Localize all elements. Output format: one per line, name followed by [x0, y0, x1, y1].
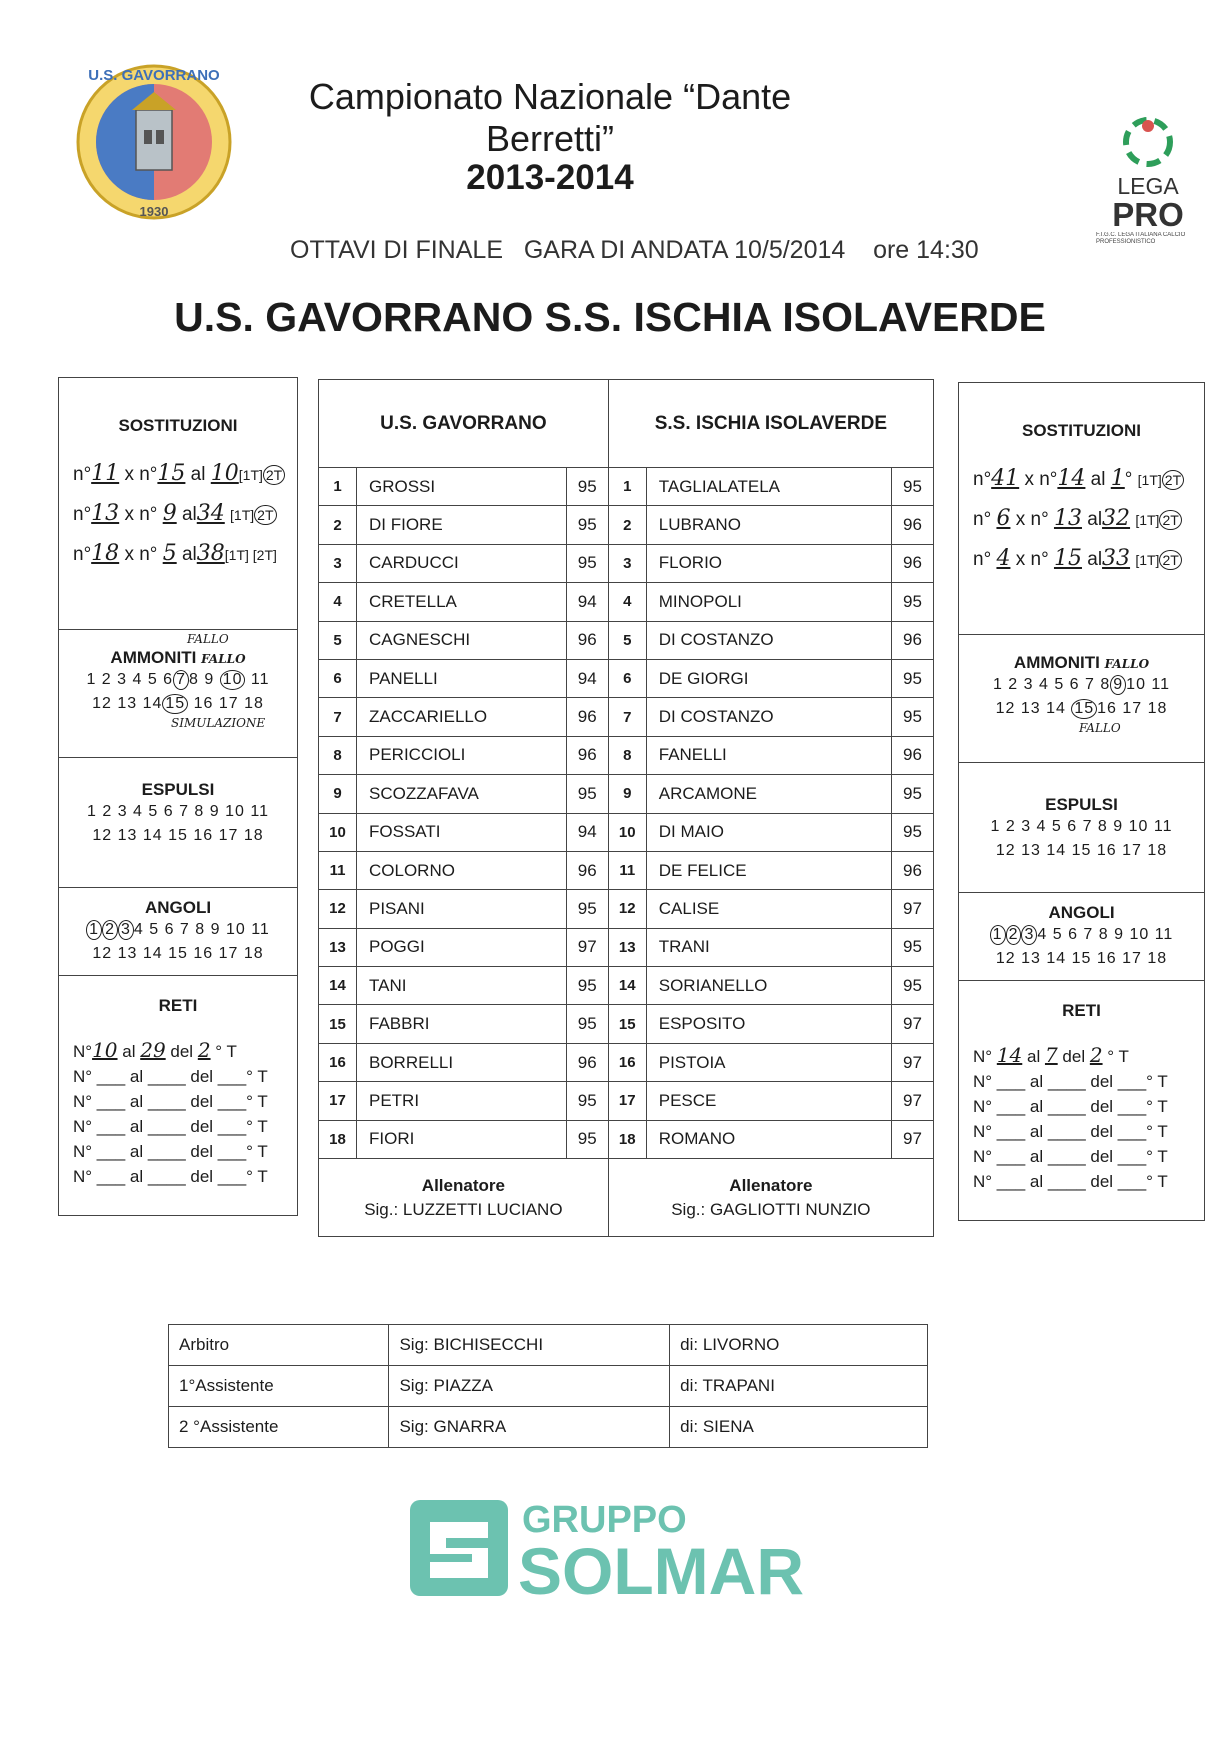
left-angoli [59, 888, 297, 976]
home-player-name: ZACCARIELLO [357, 698, 567, 736]
roster-row [319, 698, 934, 736]
home-player-year: 97 [566, 928, 608, 966]
home-player-number: 12 [319, 890, 357, 928]
pro-text: PRO [1112, 196, 1184, 233]
roster-row [319, 928, 934, 966]
sub-in: 9 [162, 501, 177, 526]
home-player-name: COLORNO [357, 851, 567, 889]
away-player-year: 97 [892, 1120, 934, 1158]
away-player-name: ESPOSITO [646, 1005, 891, 1043]
reti-line: N° ___ al ____ del ___° T [73, 1117, 268, 1136]
left-sub-row: n°18 x n° 5 al38[1T] [2T] [73, 541, 277, 566]
home-player-name: FIORI [357, 1120, 567, 1158]
away-player-year: 96 [892, 544, 934, 582]
home-player-year: 96 [566, 851, 608, 889]
right-reti-title: RETI [1062, 1001, 1101, 1020]
left-espulsi [59, 758, 297, 888]
home-player-number: 18 [319, 1120, 357, 1158]
lega-pro-logo [1096, 112, 1200, 262]
ammoniti-numbers: 1 2 3 4 5 6 7 8 9 10 11 [992, 676, 1171, 693]
official-row [169, 1325, 928, 1366]
away-player-number: 9 [608, 775, 646, 813]
home-player-year: 94 [566, 659, 608, 697]
away-player-year: 95 [892, 775, 934, 813]
official-row [169, 1407, 928, 1448]
reti-line: N° ___ al ____ del ___° T [73, 1092, 268, 1111]
away-player-number: 14 [608, 967, 646, 1005]
left-sub-row: n°13 x n° 9 al34 [1T] 2T [73, 494, 297, 534]
official-city: di: TRAPANI [670, 1366, 928, 1407]
sub-out: 4 [996, 546, 1011, 571]
sub-min: 38 [196, 541, 225, 566]
sub-half: 2T [1162, 470, 1184, 490]
ammoniti-note: FALLO [187, 632, 229, 646]
right-sub-row: n° 4 x n° 15 al33 [1T] 2T [973, 539, 1204, 579]
away-player-year: 97 [892, 1043, 934, 1081]
roster-row [319, 775, 934, 813]
home-player-name: FABBRI [357, 1005, 567, 1043]
ammoniti-numbers: 1 2 3 4 5 6 7 8 9 10 11 [86, 671, 270, 688]
away-player-year: 95 [892, 583, 934, 621]
away-player-year: 95 [892, 468, 934, 506]
away-player-number: 6 [608, 659, 646, 697]
reti-line: N° ___ al ____ del ___° T [73, 1142, 268, 1161]
sub-half: 2T [254, 505, 276, 525]
reti-min: 29 [140, 1038, 166, 1062]
official-city: di: SIENA [670, 1407, 928, 1448]
roster-row [319, 813, 934, 851]
home-player-name: FOSSATI [357, 813, 567, 851]
espulsi-numbers: 1 2 3 4 5 6 7 8 9 10 11 [990, 818, 1173, 835]
home-player-year: 96 [566, 621, 608, 659]
club-crest-text: U.S. GAVORRANO [88, 67, 220, 84]
sub-in: 14 [1057, 466, 1086, 491]
away-player-number: 18 [608, 1120, 646, 1158]
home-player-number: 17 [319, 1082, 357, 1120]
home-player-number: 4 [319, 583, 357, 621]
reti-n: 10 [92, 1038, 118, 1062]
right-sub-list [959, 459, 1204, 579]
away-player-number: 15 [608, 1005, 646, 1043]
official-role: 2 °Assistente [169, 1407, 389, 1448]
roster-row [319, 1120, 934, 1158]
ammoniti-label: AMMONITI [110, 648, 197, 667]
home-player-name: CRETELLA [357, 583, 567, 621]
away-player-name: PISTOIA [646, 1043, 891, 1081]
official-name: Sig: GNARRA [389, 1407, 670, 1448]
home-team-header: U.S. GAVORRANO [319, 380, 609, 468]
official-name: Sig: BICHISECCHI [389, 1325, 670, 1366]
home-player-number: 10 [319, 813, 357, 851]
away-player-name: DE GIORGI [646, 659, 891, 697]
sub-half: 2T [1159, 510, 1181, 530]
left-sostituzioni-title: SOSTITUZIONI [118, 416, 238, 435]
roster-row [319, 621, 934, 659]
away-player-year: 97 [892, 1082, 934, 1120]
roster-row [319, 736, 934, 774]
home-player-number: 16 [319, 1043, 357, 1081]
angoli-numbers: 12 13 14 15 16 17 18 [995, 950, 1168, 967]
home-player-name: CARDUCCI [357, 544, 567, 582]
reti-line: N° 14 al 7 del 2 ° T [973, 1043, 1129, 1067]
away-player-name: DI MAIO [646, 813, 891, 851]
ammoniti-label: AMMONITI [1013, 653, 1100, 672]
right-sostituzioni-title: SOSTITUZIONI [1022, 421, 1141, 440]
away-player-name: ROMANO [646, 1120, 891, 1158]
sub-in: 15 [157, 461, 186, 486]
official-name: Sig: PIAZZA [389, 1366, 670, 1407]
home-player-name: CAGNESCHI [357, 621, 567, 659]
home-coach-name: Sig.: LUZZETTI LUCIANO [364, 1199, 563, 1219]
home-player-number: 15 [319, 1005, 357, 1043]
ammoniti-note: FALLO [201, 652, 246, 666]
sub-out: 6 [996, 506, 1011, 531]
away-player-name: FANELLI [646, 736, 891, 774]
sub-half: 2T [263, 465, 285, 485]
officials-table [168, 1324, 928, 1448]
home-player-name: BORRELLI [357, 1043, 567, 1081]
espulsi-numbers: 1 2 3 4 5 6 7 8 9 10 11 [87, 803, 269, 820]
home-player-name: POGGI [357, 928, 567, 966]
away-team-header: S.S. ISCHIA ISOLAVERDE [608, 380, 933, 468]
home-player-name: GROSSI [357, 468, 567, 506]
home-player-number: 13 [319, 928, 357, 966]
home-player-number: 3 [319, 544, 357, 582]
away-player-number: 17 [608, 1082, 646, 1120]
away-player-name: DE FELICE [646, 851, 891, 889]
roster-row [319, 506, 934, 544]
left-reti-title: RETI [158, 996, 198, 1015]
reti-n: 14 [996, 1043, 1023, 1067]
away-player-year: 96 [892, 621, 934, 659]
home-player-year: 96 [566, 1043, 608, 1081]
away-player-name: TAGLIALATELA [646, 468, 891, 506]
lega-small-text: F.I.G.C. LEGA ITALIANA CALCIO PROFESSIONISTICO [1096, 232, 1186, 245]
left-sub-list [59, 454, 297, 574]
away-player-name: MINOPOLI [646, 583, 891, 621]
match-title: U.S. GAVORRANO S.S. ISCHIA ISOLAVERDE [174, 294, 1046, 340]
away-player-name: PESCE [646, 1082, 891, 1120]
away-coach [608, 1159, 933, 1237]
right-angoli-title: ANGOLI [1048, 903, 1115, 922]
away-player-name: CALISE [646, 890, 891, 928]
right-sostituzioni [959, 383, 1204, 635]
away-player-name: TRANI [646, 928, 891, 966]
away-player-name: LUBRANO [646, 506, 891, 544]
home-player-number: 6 [319, 659, 357, 697]
away-player-year: 96 [892, 736, 934, 774]
home-player-year: 95 [566, 468, 608, 506]
sub-in: 5 [162, 541, 177, 566]
left-angoli-title: ANGOLI [144, 898, 212, 917]
sponsor-line1: GRUPPO [522, 1499, 687, 1541]
sub-min: 33 [1102, 546, 1131, 571]
away-player-number: 5 [608, 621, 646, 659]
official-role: 1°Assistente [169, 1366, 389, 1407]
away-player-number: 11 [608, 851, 646, 889]
reti-half: 2 [1089, 1043, 1103, 1067]
roster-row [319, 890, 934, 928]
sub-half: 2T [1159, 550, 1181, 570]
roster-row [319, 851, 934, 889]
home-coach [319, 1159, 609, 1237]
home-player-number: 5 [319, 621, 357, 659]
reti-line: N° ___ al ____ del ___° T [973, 1172, 1168, 1191]
right-ammoniti [959, 635, 1204, 763]
left-sub-row: n°11 x n°15 al 10[1T] 2T [73, 454, 297, 494]
home-player-name: PANELLI [357, 659, 567, 697]
away-player-number: 12 [608, 890, 646, 928]
roster-row [319, 1005, 934, 1043]
left-reti [59, 976, 297, 1217]
away-player-year: 95 [892, 659, 934, 697]
right-reti [959, 981, 1204, 1222]
away-player-number: 1 [608, 468, 646, 506]
roster-row [319, 659, 934, 697]
club-crest-year: 1930 [139, 204, 169, 219]
season-title: 2013-2014 [466, 158, 634, 197]
gruppo-solmar-logo [410, 1492, 890, 1602]
reti-line: N° ___ al ____ del ___° T [973, 1072, 1168, 1091]
sub-min: 34 [196, 501, 225, 526]
home-player-year: 95 [566, 775, 608, 813]
away-player-name: DI COSTANZO [646, 698, 891, 736]
left-espulsi-title: ESPULSI [141, 780, 215, 799]
right-sub-row: n° 6 x n° 13 al32 [1T] 2T [973, 499, 1204, 539]
roster-row [319, 544, 934, 582]
away-player-name: SORIANELLO [646, 967, 891, 1005]
match-info: OTTAVI DI FINALE GARA DI ANDATA 10/5/2014 ore 14:30 [290, 236, 979, 264]
sub-out: 13 [91, 501, 120, 526]
home-player-year: 95 [566, 967, 608, 1005]
home-player-year: 95 [566, 506, 608, 544]
away-player-number: 10 [608, 813, 646, 851]
home-player-year: 94 [566, 813, 608, 851]
club-crest-logo [74, 60, 234, 225]
home-player-year: 95 [566, 1120, 608, 1158]
away-player-year: 97 [892, 890, 934, 928]
away-player-name: ARCAMONE [646, 775, 891, 813]
coach-label: Allenatore [421, 1175, 505, 1195]
reti-half: 2 [197, 1038, 211, 1062]
home-player-year: 95 [566, 544, 608, 582]
away-player-number: 13 [608, 928, 646, 966]
home-player-number: 11 [319, 851, 357, 889]
angoli-numbers: 12 13 14 15 16 17 18 [92, 945, 264, 962]
lega-text: LEGA [1117, 173, 1179, 199]
home-player-year: 95 [566, 1005, 608, 1043]
sponsor-line2: SOLMAR [518, 1534, 804, 1602]
angoli-numbers: 1 2 3 4 5 6 7 8 9 10 11 [59, 918, 297, 942]
away-player-name: FLORIO [646, 544, 891, 582]
away-player-number: 7 [608, 698, 646, 736]
home-player-number: 9 [319, 775, 357, 813]
home-player-year: 95 [566, 1082, 608, 1120]
home-player-name: PISANI [357, 890, 567, 928]
right-angoli [959, 893, 1204, 981]
official-city: di: LIVORNO [670, 1325, 928, 1366]
sub-in: 13 [1053, 506, 1082, 531]
right-espulsi [959, 763, 1204, 893]
left-sostituzioni [59, 378, 297, 630]
home-player-year: 94 [566, 583, 608, 621]
roster-row [319, 1082, 934, 1120]
home-player-name: SCOZZAFAVA [357, 775, 567, 813]
away-player-year: 95 [892, 928, 934, 966]
left-ammoniti-title [59, 648, 297, 668]
home-player-year: 95 [566, 890, 608, 928]
home-player-number: 8 [319, 736, 357, 774]
reti-min: 7 [1044, 1043, 1058, 1067]
official-row [169, 1366, 928, 1407]
roster-row [319, 967, 934, 1005]
sub-out: 41 [991, 466, 1020, 491]
away-player-year: 96 [892, 851, 934, 889]
home-player-name: DI FIORE [357, 506, 567, 544]
away-player-year: 95 [892, 967, 934, 1005]
left-panel [58, 377, 298, 1216]
reti-line: N° ___ al ____ del ___° T [73, 1167, 268, 1186]
roster-row [319, 583, 934, 621]
home-player-number: 1 [319, 468, 357, 506]
home-player-name: PETRI [357, 1082, 567, 1120]
ammoniti-note: FALLO [1104, 657, 1150, 671]
reti-line: N° ___ al ____ del ___° T [973, 1097, 1168, 1116]
ammoniti-note: SIMULAZIONE [171, 716, 266, 730]
roster-table [318, 379, 934, 1237]
sub-min: 32 [1102, 506, 1131, 531]
away-player-number: 2 [608, 506, 646, 544]
sub-in: 15 [1053, 546, 1082, 571]
home-player-year: 96 [566, 698, 608, 736]
away-player-number: 4 [608, 583, 646, 621]
home-player-number: 2 [319, 506, 357, 544]
away-coach-name: Sig.: GAGLIOTTI NUNZIO [671, 1199, 871, 1219]
away-player-year: 95 [892, 698, 934, 736]
coach-label: Allenatore [729, 1175, 813, 1195]
sub-out: 11 [91, 461, 120, 486]
espulsi-numbers: 12 13 14 15 16 17 18 [92, 827, 264, 844]
left-ammoniti [59, 630, 297, 758]
reti-line: N° ___ al ____ del ___° T [973, 1147, 1168, 1166]
championship-title: Campionato Nazionale “Dante Berretti” [308, 76, 792, 159]
away-player-name: DI COSTANZO [646, 621, 891, 659]
official-role: Arbitro [169, 1325, 389, 1366]
home-player-number: 7 [319, 698, 357, 736]
right-espulsi-title: ESPULSI [1045, 795, 1118, 814]
sub-min: 10 [210, 461, 239, 486]
reti-line: N° ___ al ____ del ___° T [973, 1122, 1168, 1141]
reti-line: N° ___ al ____ del ___° T [73, 1067, 268, 1086]
espulsi-numbers: 12 13 14 15 16 17 18 [995, 842, 1168, 859]
ammoniti-note: FALLO [1079, 721, 1121, 735]
home-player-name: PERICCIOLI [357, 736, 567, 774]
home-player-name: TANI [357, 967, 567, 1005]
reti-line: N°10 al 29 del 2 ° T [73, 1038, 237, 1062]
away-player-year: 96 [892, 506, 934, 544]
right-sub-row: n°41 x n°14 al 1° [1T] 2T [973, 459, 1204, 499]
away-player-year: 97 [892, 1005, 934, 1043]
away-player-number: 3 [608, 544, 646, 582]
ammoniti-numbers: 12 13 14 15 16 17 18 [92, 695, 264, 712]
right-panel [958, 382, 1205, 1221]
sub-out: 18 [91, 541, 120, 566]
right-ammoniti-title [959, 653, 1204, 673]
home-player-year: 96 [566, 736, 608, 774]
roster-row [319, 468, 934, 506]
away-player-number: 16 [608, 1043, 646, 1081]
ammoniti-numbers: 12 13 14 15 16 17 18 [995, 700, 1168, 717]
angoli-numbers: 1 2 3 4 5 6 7 8 9 10 11 [959, 923, 1204, 947]
away-player-year: 95 [892, 813, 934, 851]
sub-min: 1 [1110, 466, 1125, 491]
roster-row [319, 1043, 934, 1081]
away-player-number: 8 [608, 736, 646, 774]
home-player-number: 14 [319, 967, 357, 1005]
